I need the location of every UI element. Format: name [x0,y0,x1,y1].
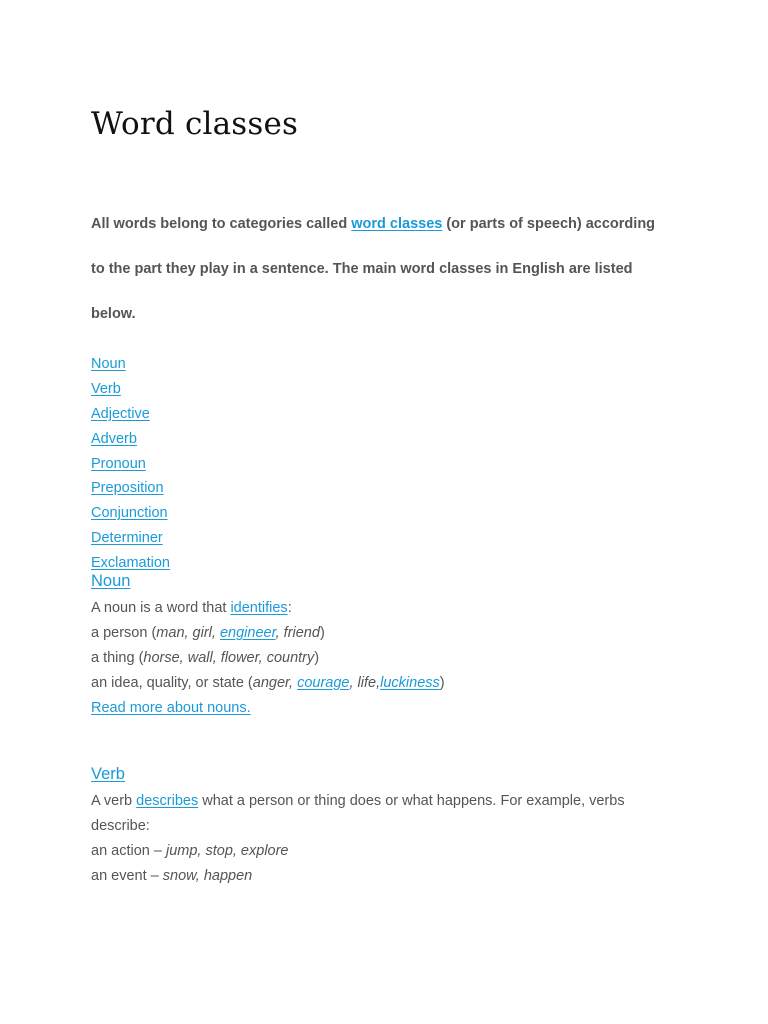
intro-paragraph [91,202,691,337]
list-item [91,427,170,452]
example-text: , friend [275,624,320,641]
toc-link-noun[interactable]: Noun [91,356,126,372]
describes-link[interactable]: describes [136,793,199,809]
word-class-list [91,352,170,576]
intro-line-1 [91,202,691,247]
list-item [91,452,170,477]
body-text: a person ( [91,624,157,641]
example-text: snow, happen [162,867,253,884]
noun-person-line [91,621,691,646]
intro-text: All words belong to categories called [91,216,352,232]
example-text: man, girl, [156,624,220,641]
list-item [91,501,170,526]
verb-definition-cont: describe: [91,817,150,834]
verb-heading-link[interactable]: Verb [91,765,125,783]
courage-link[interactable]: courage [297,674,350,691]
list-item [91,402,170,427]
noun-heading-link[interactable]: Noun [91,572,131,590]
body-text: an idea, quality, or state ( [91,674,253,691]
noun-more-line [91,696,691,721]
toc-link-verb[interactable]: Verb [91,380,121,397]
noun-heading [91,572,130,591]
body-text: ) [319,624,325,641]
body-text: a thing ( [91,649,144,666]
toc-link-pronoun[interactable]: Pronoun [91,455,146,472]
verb-event-line [91,864,691,889]
toc-link-determiner[interactable]: Determiner [91,530,163,547]
noun-thing-line [91,646,691,671]
luckiness-link[interactable]: luckiness [380,674,440,691]
example-text: horse, wall, flower, country [143,649,315,666]
noun-section-body [91,596,691,720]
body-text: ) [314,649,320,666]
body-text: : [287,600,292,616]
list-item [91,476,170,501]
list-item [91,377,170,402]
page-title: Word classes [91,106,299,142]
word-classes-link[interactable]: word classes [351,216,443,232]
example-text: , life, [349,674,381,691]
toc-link-exclamation[interactable]: Exclamation [91,555,170,572]
noun-idea-line [91,671,691,696]
body-text: an action – [91,842,166,859]
example-text: jump, stop, explore [165,842,289,859]
toc-link-preposition[interactable]: Preposition [91,480,164,497]
intro-line-2: to the part they play in a sentence. The main word classes in English are listed [91,261,633,277]
verb-section-body [91,789,691,889]
example-text: anger, [252,674,298,691]
toc-link-conjunction[interactable]: Conjunction [91,505,168,522]
engineer-link[interactable]: engineer [219,624,276,641]
verb-action-line [91,839,691,864]
list-item [91,526,170,551]
toc-link-adjective[interactable]: Adjective [91,405,150,422]
body-text: ) [439,674,445,691]
body-text: an event – [91,867,163,884]
body-text: A noun is a word that [91,600,231,616]
intro-text: (or parts of speech) according [442,216,656,232]
body-text: A verb [91,793,137,809]
list-item [91,352,170,377]
read-more-nouns-link[interactable]: Read more about nouns. [91,699,251,716]
noun-definition [91,596,691,621]
body-text: what a person or thing does or what happens. For example, verbs [198,793,625,809]
identifies-link[interactable]: identifies [230,600,288,616]
verb-heading [91,765,125,784]
verb-definition [91,789,691,814]
intro-line-3: below. [91,306,136,322]
toc-link-adverb[interactable]: Adverb [91,430,137,447]
